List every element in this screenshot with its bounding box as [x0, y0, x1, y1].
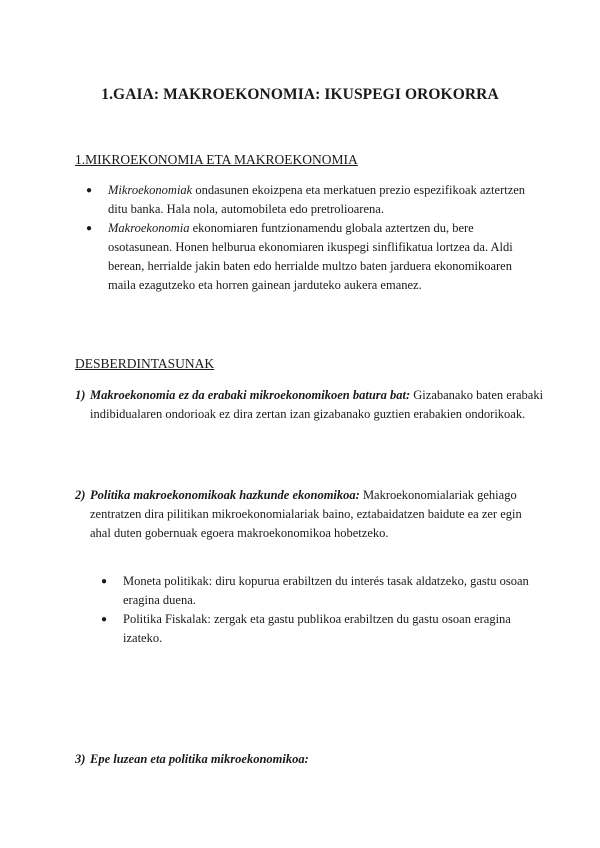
item-text: Makroekonomialariak gehiago zentratzen dira pilitikan mikroekonomialariak baino, eztabaidatzen baidute ea zer egin ahal duten gobernuak egoera makroekonomikoa hobetzeko.	[90, 488, 522, 540]
item-text: Gizabanako baten erabaki indibidualaren ondorioak ez dira zertan izan gizabanako guztien erabakien ondorikoak.	[90, 388, 544, 421]
list-item	[75, 219, 535, 295]
policy-list	[90, 572, 530, 648]
page-title: 1.GAIA: MAKROEKONOMIA: IKUSPEGI OROKORRA	[101, 86, 499, 103]
list-item	[75, 181, 535, 219]
difference-item-2	[75, 486, 545, 543]
item-lead: Politika makroekonomikoak hazkunde ekonomikoa:	[90, 488, 360, 502]
list-item	[90, 610, 530, 648]
item-number: 3)	[75, 752, 86, 766]
section-heading-desberdintasunak: DESBERDINTASUNAK	[75, 356, 215, 371]
difference-item-1	[75, 386, 545, 424]
item-number: 2)	[75, 488, 86, 502]
item-number: 1)	[75, 388, 86, 402]
bullet-icon: ●	[86, 185, 93, 196]
item-lead: Makroekonomia ez da erabaki mikroekonomikoen batura bat:	[90, 388, 411, 402]
difference-item-3	[75, 750, 545, 769]
definitions-list	[75, 181, 535, 295]
bullet-icon: ●	[101, 576, 108, 587]
bullet-icon: ●	[86, 223, 93, 234]
item-lead: Epe luzean eta politika mikroekonomikoa:	[90, 752, 309, 766]
section-heading-mikro-makro: 1.MIKROEKONOMIA ETA MAKROEKONOMIA	[75, 152, 358, 167]
definition-text: ondasunen ekoizpena eta merkatuen prezio espezifikoak aztertzen ditu banka. Hala nola, automobileta edo pretrolioarena.	[108, 183, 526, 216]
list-item	[90, 572, 530, 610]
term-mikroekonomiak: Mikroekonomiak	[108, 183, 193, 197]
policy-text: Moneta politikak: diru kopurua erabiltzen du interés tasak aldatzeko, gastu osoan eragina duena.	[123, 574, 529, 607]
term-makroekonomia: Makroekonomia	[108, 221, 190, 235]
policy-text: Politika Fiskalak: zergak eta gastu publikoa erabiltzen du gastu osoan eragina izateko.	[123, 612, 511, 645]
definition-text: ekonomiaren funtzionamendu globala aztertzen du, bere osotasunean. Honen helburua ekonomiaren ikuspegi sinflifikatua lortzea da. Aldi berean, herrialde jakin baten edo herrialde multzo baten jarduera ekonomikoaren maila ezagutzeko eta horren gainean jarduteko aukera emanez.	[108, 221, 513, 292]
bullet-icon: ●	[101, 614, 108, 625]
